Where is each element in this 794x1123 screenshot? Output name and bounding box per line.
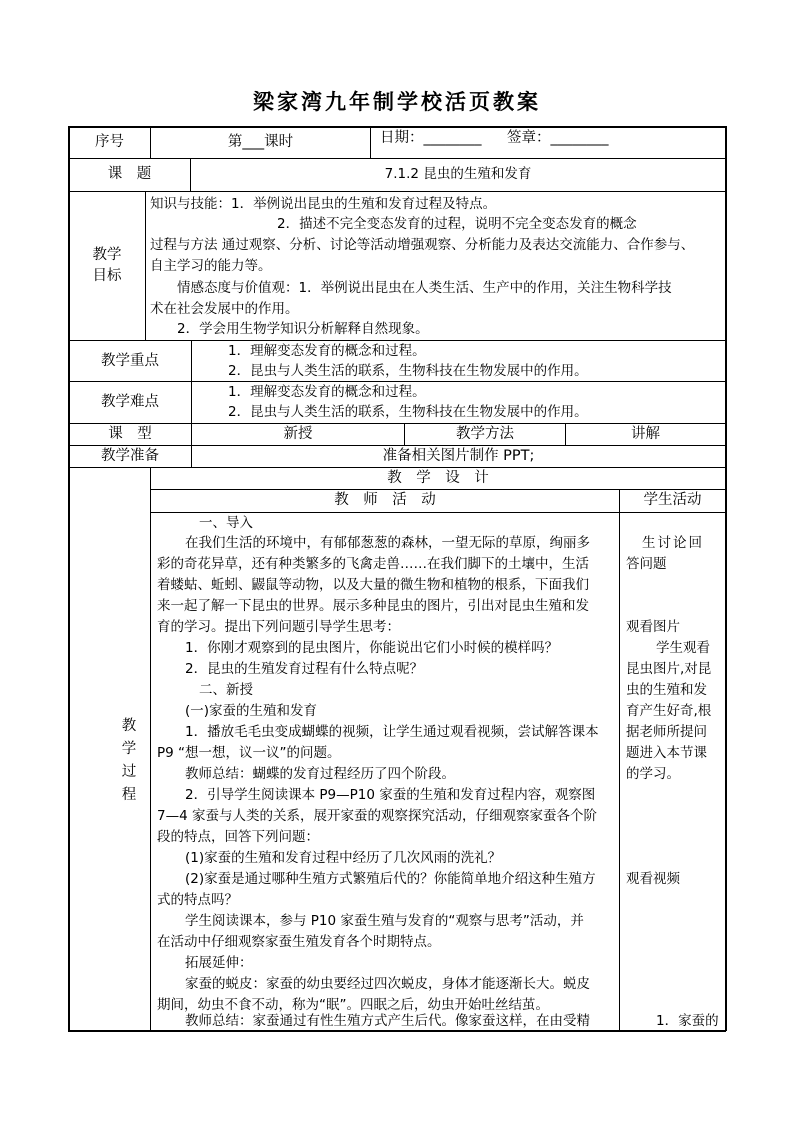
teacher-activity-line: 着蝼蛄、蚯蚓、鼹鼠等动物，以及大量的微生物和植物的根系，下面我们 xyxy=(157,577,589,593)
teacher-activity-line: 育的学习。提出下列问题引导学生思考： xyxy=(157,619,400,635)
signature-field: 签章：________ xyxy=(507,130,609,146)
student-activity-line: 观看图片 xyxy=(626,619,680,635)
student-activity-line: 观看视频 xyxy=(626,871,680,887)
student-activity-line: 育产生好奇,根 xyxy=(626,703,712,719)
teacher-activity-line: (2)家蚕是通过哪种生殖方式繁殖后代的？你能简单地介绍这种生殖方 xyxy=(185,871,596,887)
student-activity-line: 昆虫图片,对昆 xyxy=(626,661,712,677)
teacher-activity-line: 段的特点，回答下列问题： xyxy=(157,829,319,845)
teacher-activity-line: 来一起了解一下昆虫的世界。展示多种昆虫的图片，引出对昆虫生殖和发 xyxy=(157,598,589,614)
lesson-period-label: 第___课时 xyxy=(227,134,294,150)
difficulty-line: 1．理解变态发育的概念和过程。 xyxy=(228,384,426,400)
teacher-activity-line: 教师总结：家蚕通过有性生殖方式产生后代。像家蚕这样，在由受精 xyxy=(185,1013,590,1029)
objective-line: 过程与方法 通过观察、分析、讨论等活动增强观察、分析能力及表达交流能力、合作参与、 xyxy=(150,237,695,253)
student-activity-line: 生讨论回 xyxy=(642,535,704,551)
teacher-activity-line: 在活动中仔细观察家蚕生殖发育各个时期特点。 xyxy=(157,934,441,950)
student-activity-line: 的学习。 xyxy=(626,766,680,782)
teacher-activity-line: 二、新授 xyxy=(199,682,253,698)
teacher-activity-line: 教师总结：蝴蝶的发育过程经历了四个阶段。 xyxy=(185,766,455,782)
objective-line: 2．描述不完全变态发育的过程，说明不完全变态发育的概念 xyxy=(277,216,637,232)
preparation-label: 教学准备 xyxy=(101,448,159,464)
design-header: 教 学 设 计 xyxy=(387,470,489,486)
teacher-activity-line: 拓展延伸： xyxy=(185,955,253,971)
objective-line: 自主学习的能力等。 xyxy=(150,258,272,274)
teacher-activity-line: 彩的奇花异草，还有种类繁多的飞禽走兽……在我们脚下的土壤中，生活 xyxy=(157,556,589,572)
key-point-line: 1．理解变态发育的概念和过程。 xyxy=(228,343,426,359)
teacher-activity-line: 7—4 家蚕与人类的关系，展开家蚕的观察探究活动，仔细观察家蚕各个阶 xyxy=(157,808,597,824)
process-label-char: 教 xyxy=(121,718,137,734)
student-activity-line: 答问题 xyxy=(626,556,667,572)
teacher-activity-line: 在我们生活的环境中，有郁郁葱葱的森林，一望无际的草原，绚丽多 xyxy=(185,535,590,551)
student-activity-line: 学生观看 xyxy=(656,640,710,656)
key-point-line: 2．昆虫与人类生活的联系，生物科技在生物发展中的作用。 xyxy=(228,363,588,379)
student-activity-line: 据老师所提问 xyxy=(626,724,707,740)
topic-label: 课 题 xyxy=(107,166,152,182)
teacher-activity-line: 学生阅读课本，参与 P10 家蚕生殖与发育的“观察与思考”活动，并 xyxy=(185,913,584,929)
teacher-activity-line: 家蚕的蜕皮：家蚕的幼虫要经过四次蜕皮，身体才能逐渐长大。蜕皮 xyxy=(185,976,590,992)
objective-line: 知识与技能：1．举例说出昆虫的生殖和发育过程及特点。 xyxy=(150,196,497,212)
lesson-type-value: 新授 xyxy=(283,426,313,442)
teacher-activity-line: (1)家蚕的生殖和发育过程中经历了几次风雨的洗礼？ xyxy=(185,850,502,866)
objective-line: 情感态度与价值观：1．举例说出昆虫在人类生活、生产中的作用，关注生物科学技 xyxy=(177,280,672,296)
process-label-char: 过 xyxy=(121,764,137,780)
teacher-activity-header: 教 师 活 动 xyxy=(334,492,436,508)
preparation-value: 准备相关图片制作 PPT; xyxy=(382,448,535,464)
teacher-activity-line: 2．引导学生阅读课本 P9—P10 家蚕的生殖和发育过程内容，观察图 xyxy=(185,787,596,803)
teacher-activity-line: 1．播放毛毛虫变成蝴蝶的视频，让学生通过观看视频，尝试解答课本 xyxy=(185,724,599,740)
teacher-activity-line: 2．昆虫的生殖发育过程有什么特点呢？ xyxy=(185,661,424,677)
student-activity-header: 学生活动 xyxy=(643,492,702,508)
teacher-activity-line: 式的特点吗？ xyxy=(157,892,238,908)
student-activity-line: 1．家蚕的 xyxy=(656,1013,719,1029)
difficulties-label: 教学难点 xyxy=(101,394,159,410)
objective-line: 术在社会发展中的作用。 xyxy=(150,301,299,317)
difficulty-line: 2．昆虫与人类生活的联系，生物科技在生物发展中的作用。 xyxy=(228,404,588,420)
student-activity-line: 题进入本节课 xyxy=(626,745,707,761)
teacher-activity-line: 期间，幼虫不食不动，称为“眠”。四眠之后，幼虫开始吐丝结茧。 xyxy=(157,997,549,1013)
teacher-activity-line: P9 “想一想，议一议”的问题。 xyxy=(157,745,341,761)
teaching-method-label: 教学方法 xyxy=(456,426,514,442)
objectives-label-line-1: 教学 xyxy=(92,247,122,263)
date-field: 日期：________ xyxy=(380,130,482,146)
seq-label: 序号 xyxy=(95,134,124,150)
teacher-activity-line: (一)家蚕的生殖和发育 xyxy=(185,703,318,719)
teacher-activity-line: 一、导入 xyxy=(199,515,253,531)
objectives-label-line-2: 目标 xyxy=(92,268,122,284)
teacher-activity-line: 1．你刚才观察到的昆虫图片，你能说出它们小时候的模样吗？ xyxy=(185,640,559,656)
process-label-char: 学 xyxy=(121,741,137,757)
process-label-char: 程 xyxy=(121,787,137,803)
student-activity-line: 虫的生殖和发 xyxy=(626,682,707,698)
lesson-type-label: 课 型 xyxy=(108,426,152,442)
topic-value: 7.1.2 昆虫的生殖和发育 xyxy=(384,166,532,182)
objective-line: 2．学会用生物学知识分析解释自然现象。 xyxy=(177,321,429,337)
key-points-label: 教学重点 xyxy=(101,353,159,369)
page-title: 梁家湾九年制学校活页教案 xyxy=(253,89,541,114)
teaching-method-value: 讲解 xyxy=(631,426,660,442)
